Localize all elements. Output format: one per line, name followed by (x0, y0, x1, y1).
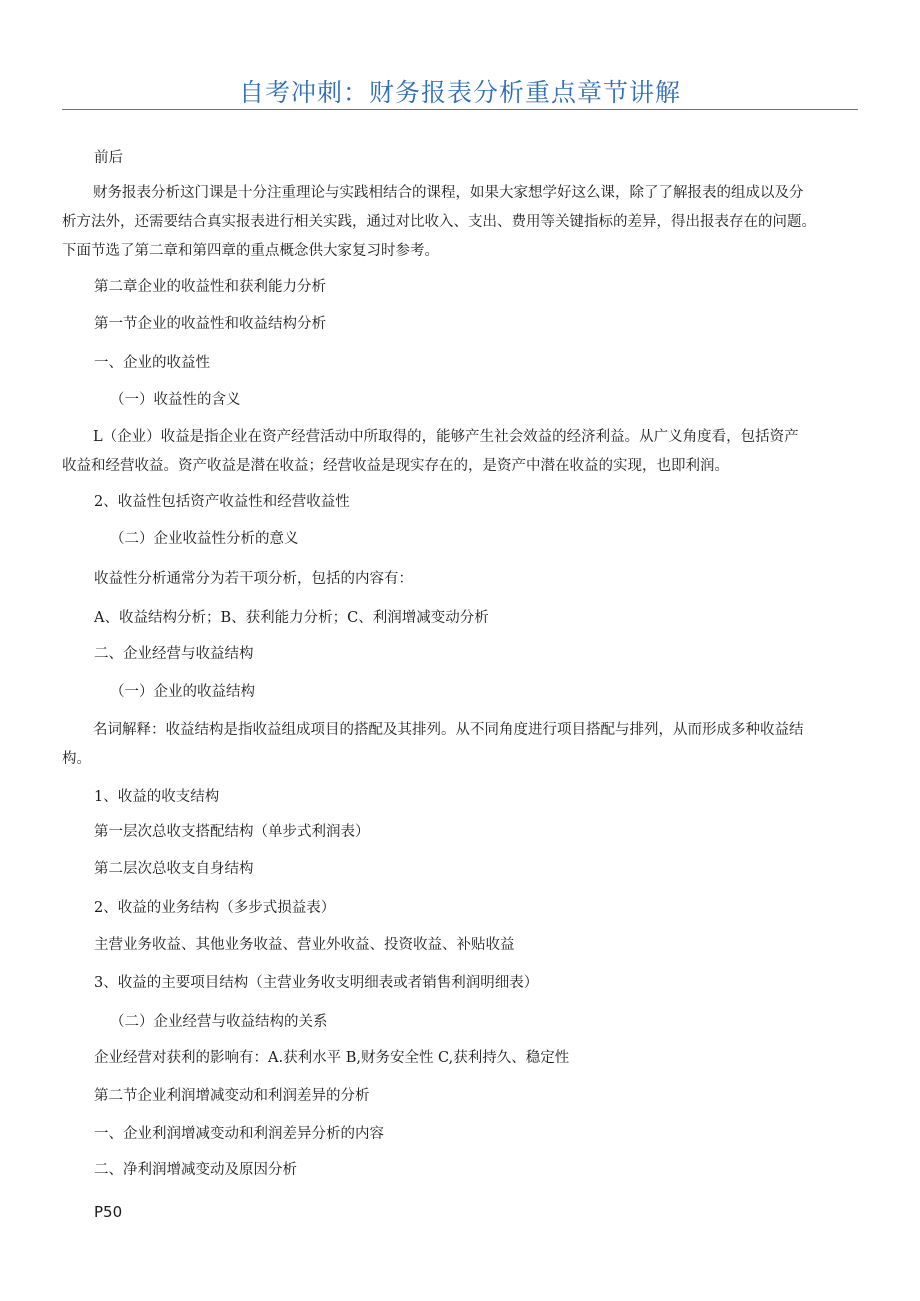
item-heading: 二、企业经营与收益结构 (94, 646, 254, 662)
title-divider (62, 109, 858, 110)
definition-line: L（企业）收益是指企业在资产经营活动中所取得的，能够产生社会效益的经济利益。从广义角度看，包括资产 (93, 429, 799, 445)
intro-line: 财务报表分析这门课是十分注重理论与实践相结合的课程，如果大家想学好这么课，除了了解报表的组成以及分 (93, 185, 804, 201)
section-heading: 第一节企业的收益性和收益结构分析 (94, 316, 326, 332)
page-reference: P50 (94, 1203, 123, 1221)
intro-line: 析方法外，还需要结合真实报表进行相关实践，通过对比收入、支出、费用等关键指标的差异，得出报表存在的问题。 (62, 214, 816, 230)
structure-heading: 1、收益的收支结构 (94, 789, 220, 805)
section-heading: 第二节企业利润增减变动和利润差异的分析 (94, 1088, 370, 1104)
subitem-heading: （一）企业的收益结构 (110, 684, 255, 700)
item-heading: 一、企业利润增减变动和利润差异分析的内容 (94, 1126, 384, 1142)
subitem-heading: （一）收益性的含义 (110, 392, 241, 408)
document-title: 自考冲刺：财务报表分析重点章节讲解 (238, 78, 681, 107)
structure-heading: 3、收益的主要项目结构（主营业务收支明细表或者销售利润明细表） (94, 975, 539, 991)
structure-heading: 2、收益的业务结构（多步式损益表） (94, 900, 336, 916)
structure-text: 第一层次总收支搭配结构（单步式利润表） (94, 824, 370, 840)
chapter-heading: 第二章企业的收益性和获利能力分析 (94, 279, 326, 295)
term-line: 名词解释：收益结构是指收益组成项目的搭配及其排列。从不同角度进行项目搭配与排列，从而形成多种收益结 (93, 722, 804, 738)
subitem-heading: （二）企业经营与收益结构的关系 (110, 1014, 328, 1030)
item-heading: 一、企业的收益性 (94, 355, 210, 371)
preface-heading: 前后 (94, 150, 123, 166)
analysis-items: A、收益结构分析；B、获利能力分析；C、利润增减变动分析 (94, 610, 489, 626)
influence-text: 企业经营对获利的影响有：A.获利水平 B,财务安全性 C,获利持久、稳定性 (94, 1050, 570, 1066)
analysis-intro: 收益性分析通常分为若干项分析，包括的内容有： (94, 571, 413, 587)
structure-text: 主营业务收益、其他业务收益、营业外收益、投资收益、补贴收益 (94, 937, 515, 953)
intro-paragraph (62, 179, 862, 266)
intro-line: 下面节选了第二章和第四章的重点概念供大家复习时参考。 (62, 243, 439, 259)
item-heading: 二、净利润增减变动及原因分析 (94, 1162, 297, 1178)
point-text: 2、收益性包括资产收益性和经营收益性 (94, 494, 350, 510)
term-line: 构。 (62, 751, 91, 767)
definition-paragraph (62, 423, 862, 481)
term-paragraph (62, 716, 862, 774)
structure-text: 第二层次总收支自身结构 (94, 861, 254, 877)
subitem-heading: （二）企业收益性分析的意义 (110, 531, 299, 547)
definition-line: 收益和经营收益。资产收益是潜在收益；经营收益是现实存在的，是资产中潜在收益的实现，也即利润。 (62, 458, 729, 474)
